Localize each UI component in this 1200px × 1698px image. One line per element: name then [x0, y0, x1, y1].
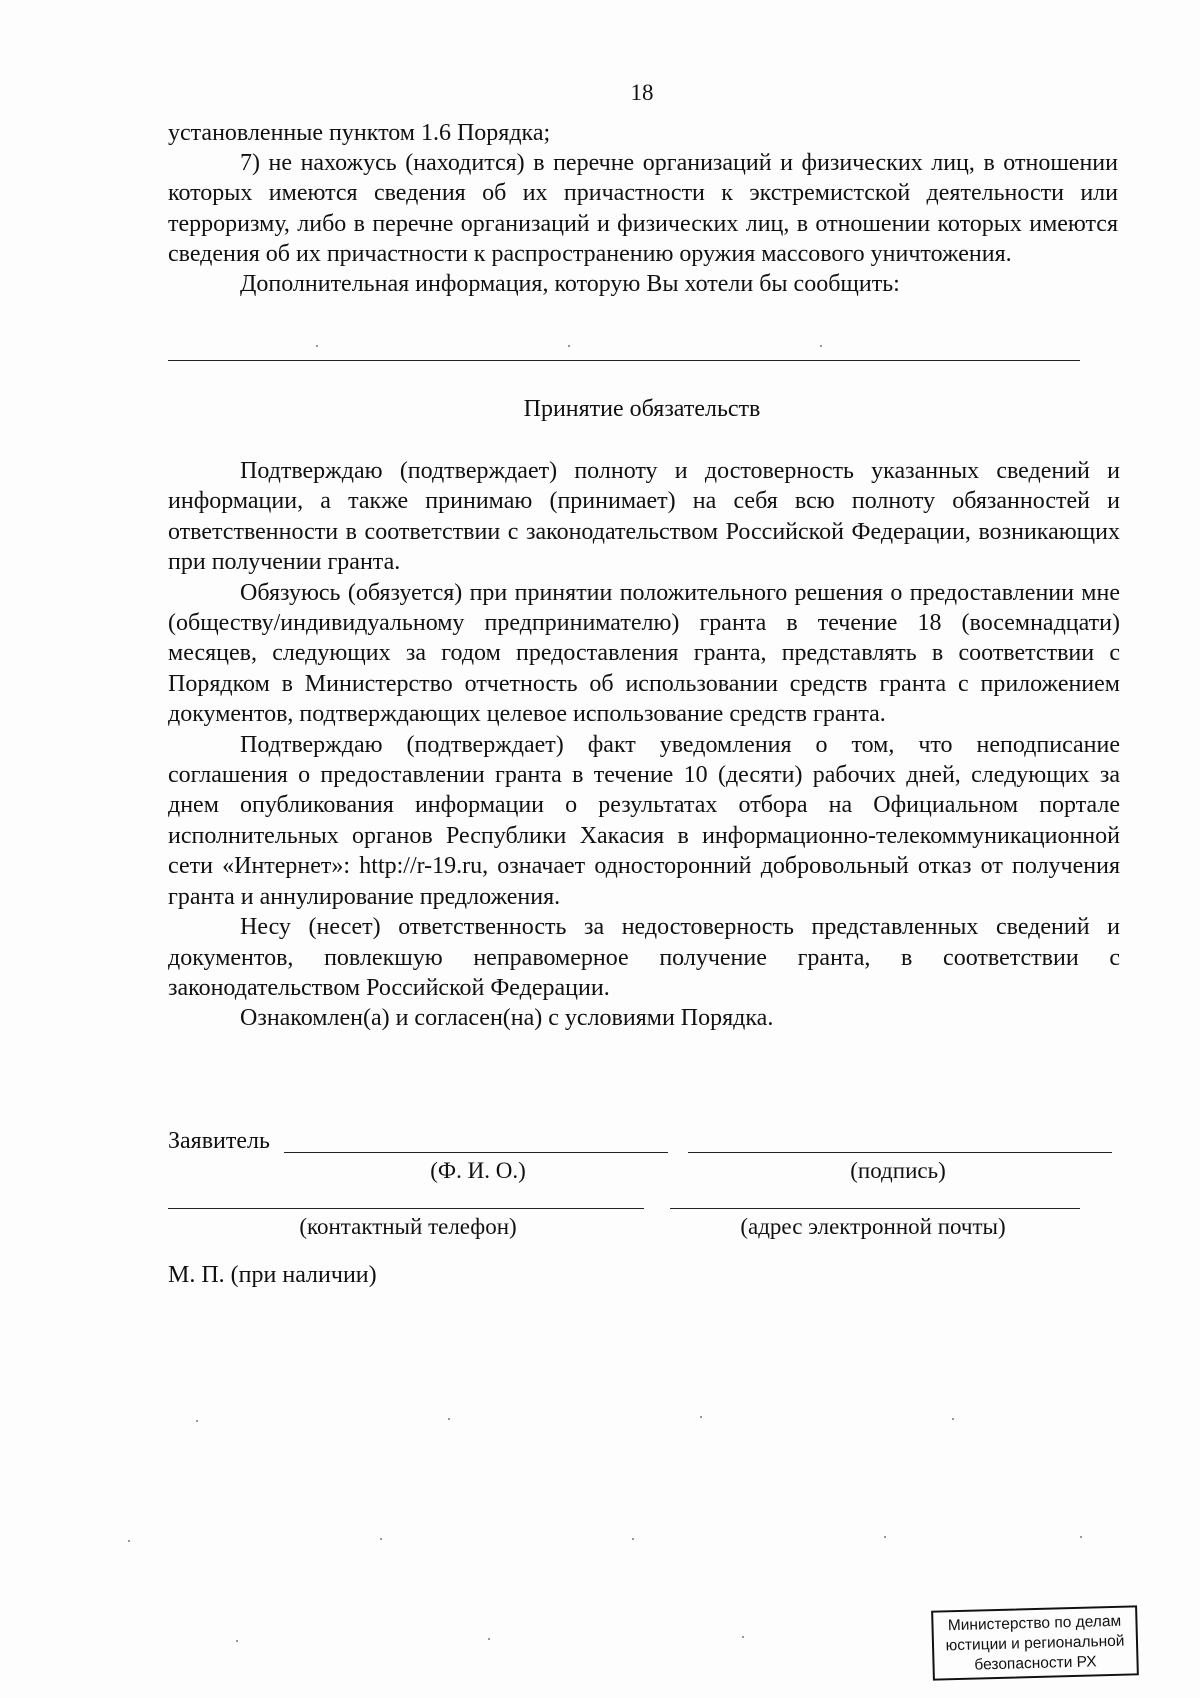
- scan-speck: [1080, 1536, 1082, 1538]
- scan-speck: [236, 1640, 238, 1642]
- scan-speck: [884, 1536, 886, 1538]
- additional-info-fill-line: [168, 360, 1080, 361]
- commitment-paragraph: Обязуюсь (обязуется) при принятии положительного решения о предоставлении мне (обществу/индивидуальному предпринимателю) гранта в течение 18 (восемнадцати) месяцев, следующих за годом предоставления гранта, представлять в соответствии с Порядком в Министерство отчетность об использовании средств гранта с приложением документов, подтверждающих целевое использование средств гранта.: [168, 579, 1120, 728]
- applicant-label: Заявитель: [168, 1128, 270, 1154]
- stamp-line: Министерство по делам: [947, 1612, 1122, 1635]
- scan-speck: [568, 345, 570, 347]
- scan-speck: [316, 345, 318, 347]
- intro-section: [168, 118, 1118, 299]
- scan-speck: [448, 1418, 450, 1420]
- page-number: 18: [630, 80, 654, 105]
- phone-caption: (контактный телефон): [299, 1214, 517, 1239]
- email-line: [670, 1208, 1080, 1209]
- scan-speck: [196, 1420, 198, 1422]
- commitment-paragraph: Ознакомлен(а) и согласен(на) с условиями Порядка.: [240, 1005, 774, 1032]
- scan-speck: [742, 1636, 744, 1638]
- scan-speck: [820, 345, 822, 347]
- commitment-paragraph: Подтверждаю (подтверждает) факт уведомления о том, что неподписание соглашения о предоставлении гранта в течение 10 (десяти) рабочих дней, следующих за днем опубликования информации о результатах отбора на Официальном портале исполнительных органов Республики Хакасия в информационно-телекоммуникационной сети «Интернет»: http://r-19.ru, означает односторонний добровольный отказ от получения гранта и аннулирование предложения.: [168, 731, 1120, 910]
- scan-speck: [380, 1538, 382, 1540]
- registration-stamp: [931, 1605, 1139, 1680]
- fio-caption: (Ф. И. О.): [430, 1158, 526, 1183]
- signature-line: [688, 1152, 1112, 1153]
- scan-speck: [700, 1416, 702, 1418]
- scan-speck: [952, 1418, 954, 1420]
- scan-speck: [128, 1540, 130, 1542]
- intro-line: установленные пунктом 1.6 Порядка;: [168, 120, 551, 146]
- fio-line: [284, 1152, 668, 1153]
- email-caption: (адрес электронной почты): [740, 1214, 1006, 1239]
- seal-note: М. П. (при наличии): [168, 1262, 377, 1288]
- additional-info-prompt: Дополнительная информация, которую Вы хотели бы сообщить:: [240, 271, 900, 298]
- commitment-paragraph: Несу (несет) ответственность за недостоверность представленных сведений и документов, повлекшую неправомерное получение гранта, в соответствии с законодательством Российской Федерации.: [168, 914, 1120, 1001]
- stamp-line: безопасности РХ: [974, 1653, 1097, 1674]
- stamp-line: юстиции и региональной: [945, 1632, 1125, 1655]
- signature-caption: (подпись): [850, 1158, 946, 1183]
- commitments-title: Принятие обязательств: [523, 396, 761, 422]
- commitment-paragraph: Подтверждаю (подтверждает) полноту и достоверность указанных сведений и информации, а также принимаю (принимает) на себя всю полноту обязанностей и ответственности в соответствии с законодательством Российской Федерации, возникающих при получении гранта.: [168, 458, 1120, 576]
- phone-line: [168, 1208, 644, 1209]
- commitments-section: [168, 456, 1120, 1034]
- item-7-paragraph: 7) не нахожусь (находится) в перечне организаций и физических лиц, в отношении которых имеются сведения об их причастности к экстремистской деятельности или терроризму, либо в перечне организаций и физических лиц, в отношении которых имеются сведения об их причастности к распространению оружия массового уничтожения.: [168, 150, 1118, 267]
- scan-speck: [632, 1538, 634, 1540]
- scan-speck: [488, 1638, 490, 1640]
